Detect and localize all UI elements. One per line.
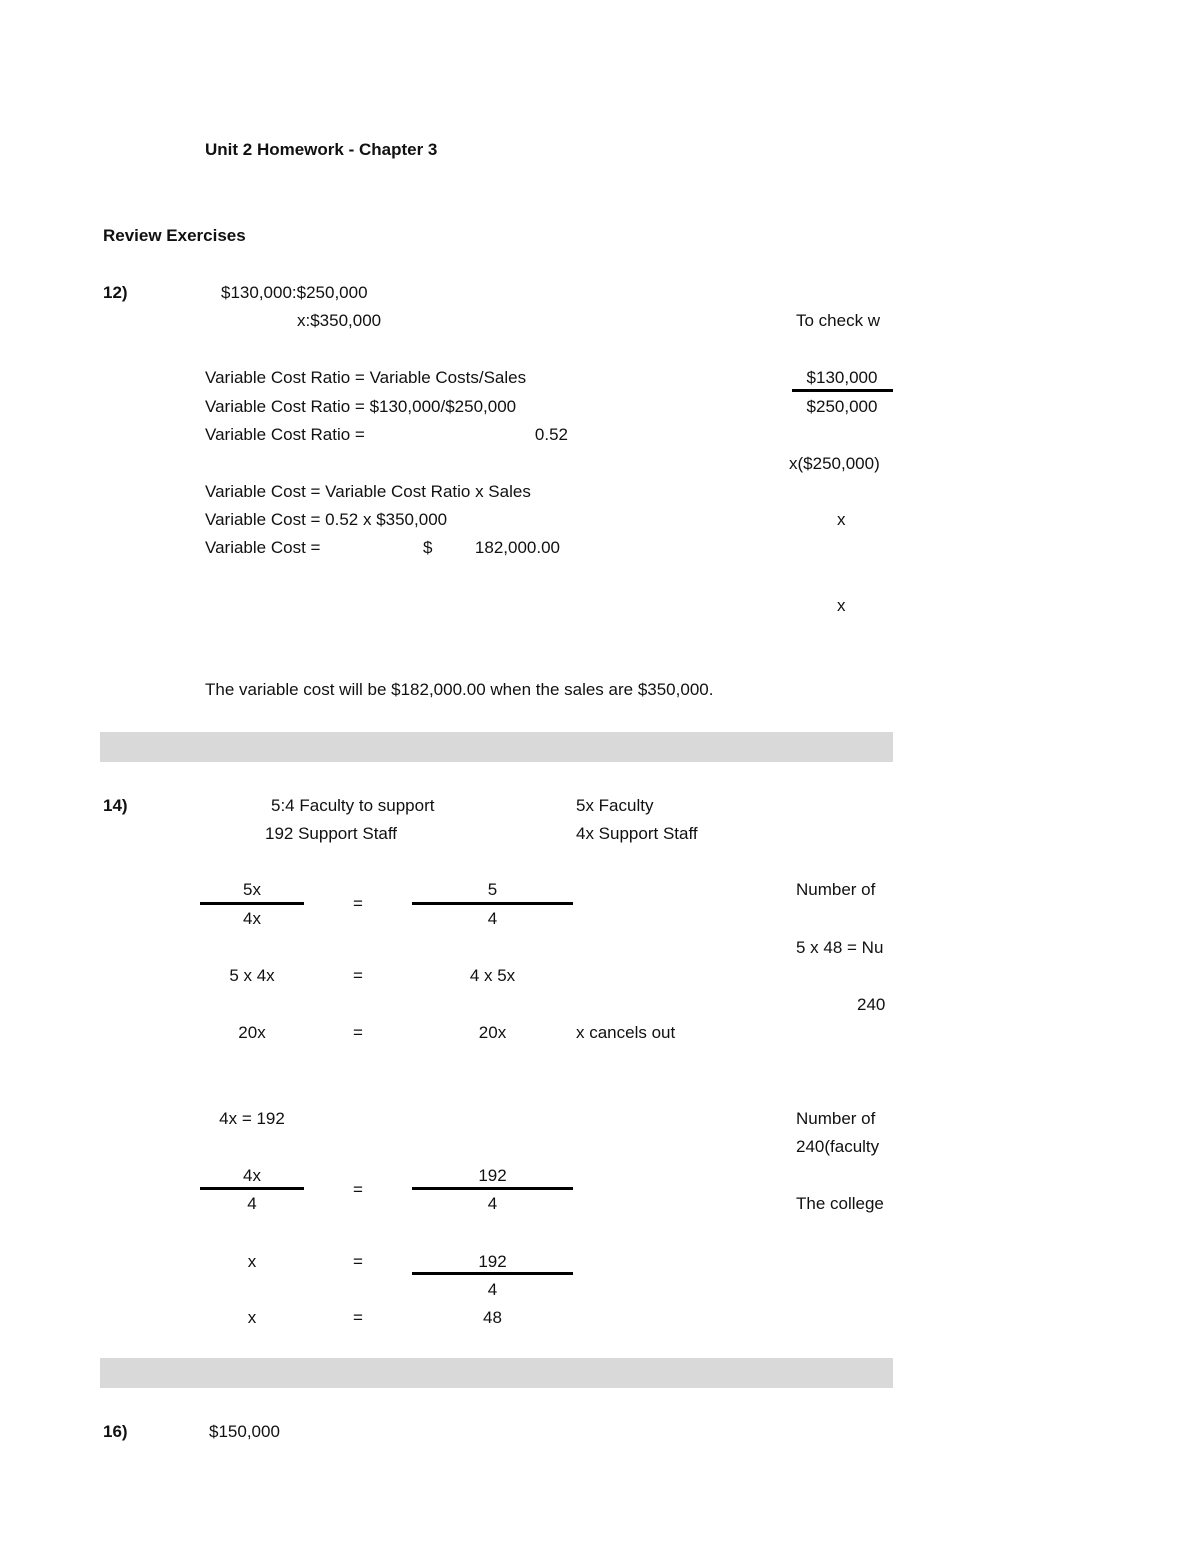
fraction-4-numerator: 192 xyxy=(478,1166,507,1185)
fraction-1-denominator: 4x xyxy=(243,909,261,928)
equals-sign-1: = xyxy=(353,894,363,913)
fraction-4-bar xyxy=(412,1187,573,1190)
check-heading: To check w xyxy=(796,311,881,330)
problem-14-number: 14) xyxy=(103,796,128,815)
fraction-3-bar xyxy=(200,1187,304,1190)
check-numerator: $130,000 xyxy=(806,368,878,387)
x-label-2: x xyxy=(247,1308,257,1327)
equals-sign-2: = xyxy=(353,966,363,985)
cancels-note: x cancels out xyxy=(576,1023,676,1042)
check-fraction-bar xyxy=(792,389,893,392)
simplified-right: 20x xyxy=(478,1023,507,1042)
number-of-text-2: Number of xyxy=(796,1109,876,1128)
fraction-5-numerator: 192 xyxy=(478,1252,507,1271)
conclusion-text: The variable cost will be $182,000.00 when the sales are $350,000. xyxy=(205,680,714,699)
proportion-text: x:$350,000 xyxy=(297,311,382,330)
fraction-5-denominator: 4 xyxy=(487,1280,498,1299)
check-cross: x($250,000) xyxy=(789,454,880,473)
solve-equation: 4x = 192 xyxy=(219,1109,285,1128)
equals-sign-4: = xyxy=(353,1180,363,1199)
x-label: x xyxy=(247,1252,257,1271)
faculty-expression: 5x Faculty xyxy=(576,796,654,815)
vcr-result-label: Variable Cost Ratio = xyxy=(205,425,365,444)
section-divider xyxy=(100,732,893,762)
total-text: 240(faculty xyxy=(796,1137,880,1156)
staff-expression: 4x Support Staff xyxy=(576,824,698,843)
fraction-3-numerator: 4x xyxy=(243,1166,261,1185)
equals-sign-5: = xyxy=(353,1252,363,1271)
college-text: The college xyxy=(796,1194,884,1213)
vc-formula: Variable Cost = Variable Cost Ratio x Sales xyxy=(205,482,531,501)
check-denominator: $250,000 xyxy=(806,397,878,416)
problem-16-amount: $150,000 xyxy=(209,1422,280,1441)
check-x-2: x xyxy=(837,596,846,615)
cross-right: 4 x 5x xyxy=(469,966,516,985)
fraction-3-denominator: 4 xyxy=(247,1194,257,1213)
fraction-2-numerator: 5 xyxy=(487,880,498,899)
equals-sign-6: = xyxy=(353,1308,363,1327)
section-heading: Review Exercises xyxy=(103,226,246,245)
vc-result-currency: $ xyxy=(423,538,433,557)
fraction-2-bar xyxy=(412,902,573,905)
vc-result-label: Variable Cost = xyxy=(205,538,321,557)
number-of-text-1: Number of xyxy=(796,880,876,899)
fraction-2-denominator: 4 xyxy=(487,909,498,928)
ratio-line: 5:4 Faculty to support xyxy=(271,796,435,815)
problem-16-number: 16) xyxy=(103,1422,128,1441)
simplified-left: 20x xyxy=(238,1023,266,1042)
x-value: 48 xyxy=(483,1308,502,1327)
ratio-text: $130,000:$250,000 xyxy=(221,283,368,302)
check-x-1: x xyxy=(837,510,846,529)
vcr-substitution: Variable Cost Ratio = $130,000/$250,000 xyxy=(205,397,517,416)
problem-12-number: 12) xyxy=(103,283,128,302)
fraction-4-denominator: 4 xyxy=(487,1194,498,1213)
cross-left: 5 x 4x xyxy=(229,966,275,985)
section-divider-2 xyxy=(100,1358,893,1388)
vcr-formula: Variable Cost Ratio = Variable Costs/Sales xyxy=(205,368,527,387)
fraction-1-bar xyxy=(200,902,304,905)
support-staff-line: 192 Support Staff xyxy=(265,824,398,843)
page-title: Unit 2 Homework - Chapter 3 xyxy=(205,140,438,159)
vc-substitution: Variable Cost = 0.52 x $350,000 xyxy=(205,510,448,529)
vc-result-value: 182,000.00 xyxy=(474,538,560,557)
vcr-result-value: 0.52 xyxy=(534,425,568,444)
equals-sign-3: = xyxy=(353,1023,363,1042)
fraction-1-numerator: 5x xyxy=(243,880,261,899)
faculty-calc: 5 x 48 = Nu xyxy=(796,938,884,957)
fraction-5-bar xyxy=(412,1272,573,1275)
faculty-count: 240 xyxy=(857,995,886,1014)
